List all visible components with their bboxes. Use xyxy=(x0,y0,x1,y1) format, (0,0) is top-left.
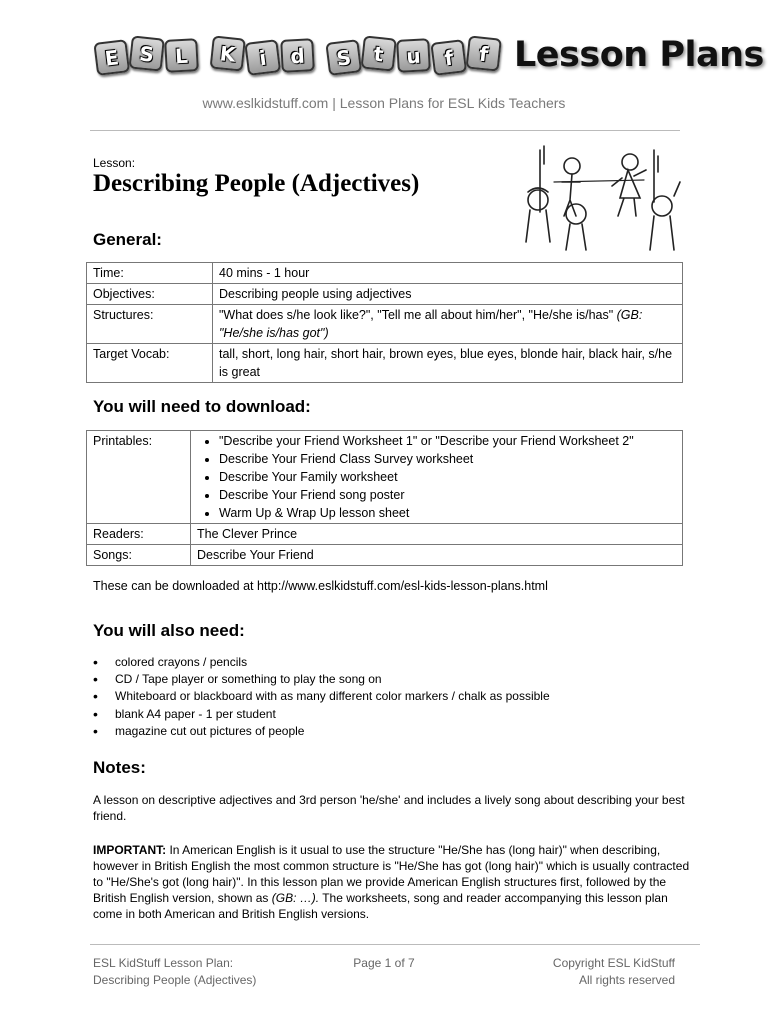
footer-right xyxy=(553,955,675,989)
readers-value: The Clever Prince xyxy=(191,524,683,545)
download-heading: You will need to download: xyxy=(93,397,311,416)
download-note: These can be downloaded at http://www.eslkidstuff.com/esl-kids-lesson-plans.html xyxy=(93,579,548,593)
site-logo xyxy=(95,30,764,80)
page-number: Page 1 of 7 xyxy=(353,956,415,970)
general-table xyxy=(86,262,683,383)
notes-paragraph: A lesson on descriptive adjectives and 3rd person 'he/she' and includes a lively song about describing your best friend. xyxy=(93,793,685,823)
table-row xyxy=(87,305,683,344)
table-row xyxy=(87,524,683,545)
structures-value: "What does s/he look like?", "Tell me all about him/her", "He/she is/has" xyxy=(219,308,617,322)
table-row xyxy=(87,284,683,305)
logo-letter: S xyxy=(129,35,165,71)
list-item: • Warm Up & Wrap Up lesson sheet xyxy=(219,504,676,522)
table-row xyxy=(87,263,683,284)
site-subtitle: www.eslkidstuff.com | Lesson Plans for ESL Kids Teachers xyxy=(202,95,566,111)
list-item: • "Describe your Friend Worksheet 1" or "Describe your Friend Worksheet 2" xyxy=(219,432,676,450)
vocab-value: tall, short, long hair, short hair, brown eyes, blue eyes, blonde hair, black hair, s/he is great xyxy=(213,344,683,383)
download-table xyxy=(86,430,683,566)
important-label: IMPORTANT: xyxy=(93,843,167,857)
rights-reserved: All rights reserved xyxy=(578,973,675,987)
table-row xyxy=(87,431,683,524)
table-row xyxy=(87,344,683,383)
important-text: In American English is it usual to use the structure "He/She has (long hair)" when describing, however in British English the most common structure is "He/She has got (long hair)" which is usually contracted to "He/She's got (long hair)". In this lesson plan we provide American English structures first, followed by the British English version, shown as xyxy=(93,843,690,905)
logo-letter: K xyxy=(210,35,246,71)
needs-list xyxy=(93,654,550,740)
logo-letter: L xyxy=(164,38,199,73)
readers-label: Readers: xyxy=(87,524,191,545)
logo-blocks xyxy=(95,39,500,72)
songs-label: Songs: xyxy=(87,545,191,566)
footer-divider xyxy=(90,944,700,945)
important-text-end: The worksheets, song and reader accompanying this lesson plan come in both American and British English versions. xyxy=(93,891,668,921)
printables-list xyxy=(197,432,676,522)
list-item: • Describe Your Friend song poster xyxy=(219,486,676,504)
vocab-label: Target Vocab: xyxy=(87,344,213,383)
copyright: Copyright ESL KidStuff xyxy=(552,956,675,970)
kids-illustration xyxy=(514,142,684,252)
printables-label: Printables: xyxy=(87,431,191,524)
footer-lesson-title: Describing People (Adjectives) xyxy=(93,973,257,987)
general-heading: General: xyxy=(93,230,162,249)
list-item: • blank A4 paper - 1 per student xyxy=(93,706,550,723)
header-divider xyxy=(90,130,680,131)
gb-example: (GB: …). xyxy=(271,891,320,905)
structures-label: Structures: xyxy=(87,305,213,344)
logo-title: Lesson Plans xyxy=(514,35,764,75)
printables-cell xyxy=(191,431,683,524)
structures-gb-note: (GB: "He/she is/has got") xyxy=(219,308,643,340)
logo-letter: t xyxy=(361,35,397,71)
logo-letter: u xyxy=(396,38,431,73)
logo-letter: S xyxy=(325,39,362,76)
logo-letter: f xyxy=(430,39,467,76)
logo-letter: f xyxy=(466,35,502,71)
songs-value: Describe Your Friend xyxy=(191,545,683,566)
footer-lesson-label: ESL KidStuff Lesson Plan: xyxy=(93,956,234,970)
needs-heading: You will also need: xyxy=(93,621,245,640)
list-item: • magazine cut out pictures of people xyxy=(93,723,550,740)
time-value: 40 mins - 1 hour xyxy=(213,263,683,284)
list-item: • Describe Your Friend Class Survey worksheet xyxy=(219,450,676,468)
table-row xyxy=(87,545,683,566)
objectives-label: Objectives: xyxy=(87,284,213,305)
notes-heading: Notes: xyxy=(93,758,146,777)
list-item: • Describe Your Family worksheet xyxy=(219,468,676,486)
list-item: • colored crayons / pencils xyxy=(93,654,550,671)
logo-letter: E xyxy=(93,39,130,76)
logo-letter: i xyxy=(244,39,281,76)
list-item: • Whiteboard or blackboard with as many different color markers / chalk as possible xyxy=(93,688,550,705)
logo-letter: d xyxy=(280,38,315,73)
lesson-label: Lesson: xyxy=(93,156,136,170)
time-label: Time: xyxy=(87,263,213,284)
lesson-title: Describing People (Adjectives) xyxy=(93,170,420,197)
list-item: • CD / Tape player or something to play the song on xyxy=(93,671,550,688)
important-paragraph xyxy=(93,842,693,922)
objectives-value: Describing people using adjectives xyxy=(213,284,683,305)
structures-cell xyxy=(213,305,683,344)
